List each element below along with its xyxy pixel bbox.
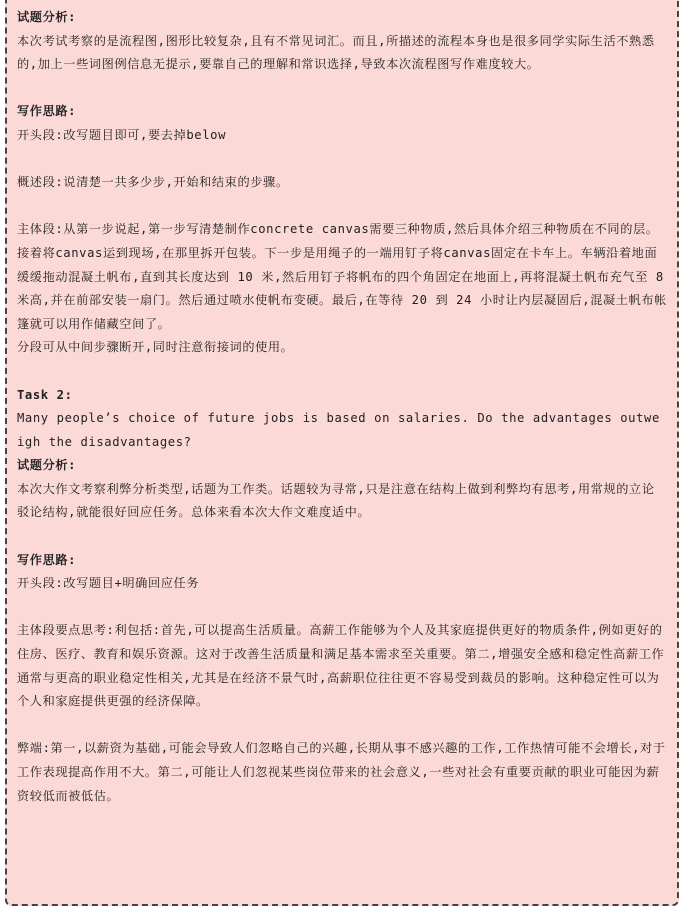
body-paragraph: 主体段:从第一步说起,第一步写清楚制作concrete canvas需要三种物质,然后具体介绍三种物质在不同的层。接着将canvas运到现场,在那里拆开包装。下一步是用绳子的一端用钉子将canvas固定在卡车上。车辆沿着地面缓缓拖动混凝土帆布,直到其长度达到 10 米,然后用钉子将帆布的四个角固定在地面上,再将混凝土帆布充气至 8 米高,并在前部安装一扇门。然后通过喷水使帆布变硬。最后,在等待 20 到 24 小时让内层凝固后,混凝土帆布帐篷就可以用作储藏空间了。 (17, 222, 672, 331)
task2-pros-paragraph: 主体段要点思考:利包括:首先,可以提高生活质量。高薪工作能够为个人及其家庭提供更好的物质条件,例如更好的住房、医疗、教育和娱乐资源。这对于改善生活质量和满足基本需求至关重要。第二,增强安全感和稳定性高薪工作通常与更高的职业稳定性相关,尤其是在经济不景气时,高薪职位往往更不容易受到裁员的影响。这种稳定性可以为个人和家庭提供更强的经济保障。 (17, 623, 665, 709)
task2-analysis-paragraph: 本次大作文考察利弊分析类型,话题为工作类。话题较为寻常,只是注意在结构上做到利弊均有思考,用常规的立论驳论结构,就能很好回应任务。总体来看本次大作文难度适中。 (17, 481, 655, 520)
task2-approach-heading: 写作思路: (17, 552, 77, 567)
spacer (17, 148, 667, 172)
overview-paragraph: 概述段:说清楚一共多少步,开始和结束的步骤。 (17, 175, 289, 190)
analysis-paragraph: 本次考试考察的是流程图,图形比较复杂,且有不常见词汇。而且,所描述的流程本身也是很多同学实际生活不熟悉的,加上一些词图例信息无提示,要靠自己的理解和常识选择,导致本次流程图写作难度较大。 (17, 33, 655, 72)
spacer (17, 525, 667, 549)
task2-cons-paragraph: 弊端:第一,以薪资为基础,可能会导致人们忽略自己的兴趣,长期从事不感兴趣的工作,工作热情可能不会增长,对于工作表现提高作用不大。第二,可能让人们忽视某些岗位带来的社会意义,一些对社会有重要贡献的职业可能因为薪资较低而被低估。 (17, 741, 666, 803)
task2-question: Many people’s choice of future jobs is based on salaries. Do the advantages outweigh the disadvantages? (17, 411, 660, 449)
approach-heading: 写作思路: (17, 104, 77, 119)
analysis-heading: 试题分析: (17, 10, 77, 24)
spacer (17, 195, 667, 219)
task2-analysis-heading: 试题分析: (17, 458, 77, 473)
opening-paragraph: 开头段:改写题目即可,要去掉below (17, 127, 227, 142)
spacer (17, 360, 667, 384)
content-card (5, 0, 679, 906)
spacer (17, 714, 667, 738)
task2-heading: Task 2: (17, 387, 73, 402)
note-paragraph: 分段可从中间步骤断开,同时注意衔接词的使用。 (17, 340, 294, 355)
spacer (17, 77, 667, 101)
spacer (17, 596, 667, 620)
task2-opening-paragraph: 开头段:改写题目+明确回应任务 (17, 576, 200, 591)
